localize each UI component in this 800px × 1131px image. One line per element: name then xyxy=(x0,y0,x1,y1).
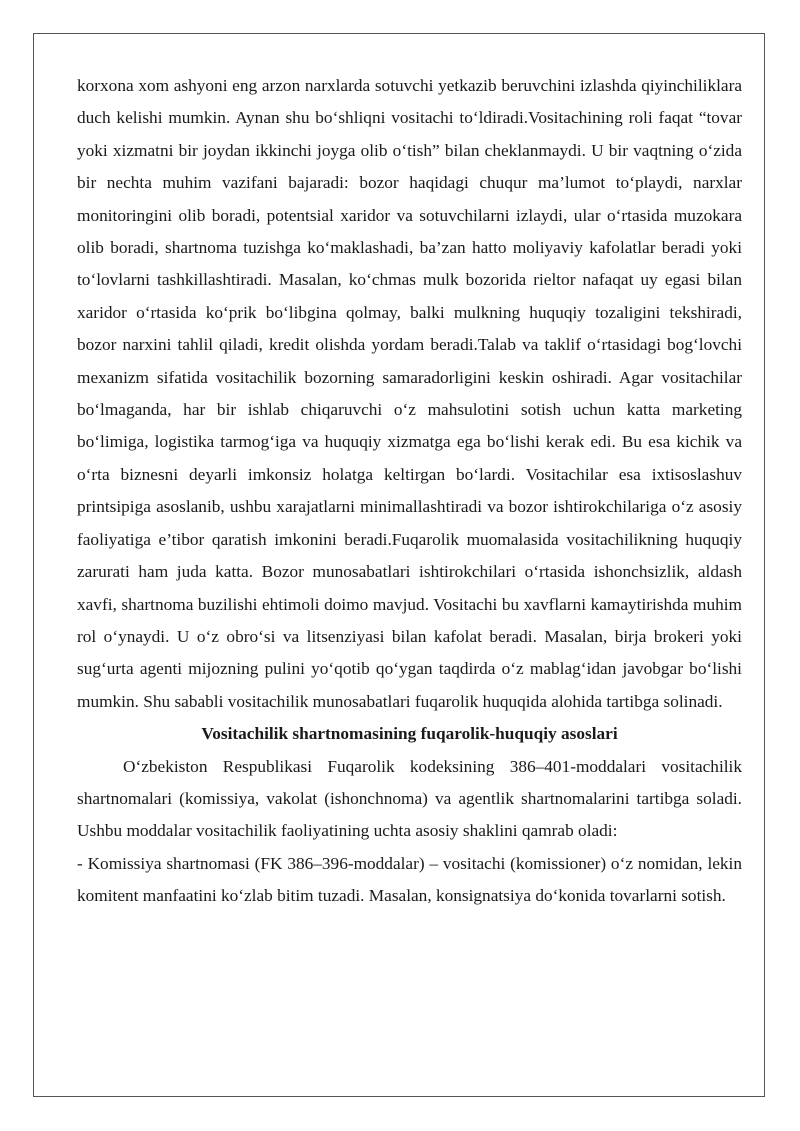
section-heading: Vositachilik shartnomasining fuqarolik-huquqiy asoslari xyxy=(201,724,618,744)
body-paragraph: O‘zbekiston Respublikasi Fuqarolik kodeksining 386–401-moddalari vositachilik shartnomalari (komissiya, vakolat (ishonchnoma) va agentlik shartnomalarini tartibga soladi. Ushbu moddalar vositachilik faoliyatining uchta asosiy shaklini qamrab oladi: xyxy=(77,756,742,841)
list-item-paragraph: - Komissiya shartnomasi (FK 386–396-moddalar) – vositachi (komissioner) o‘z nomidan, lekin komitent manfaatini ko‘zlab bitim tuzadi. Masalan, konsignatsiya do‘konida tovarlarni sotish. xyxy=(77,853,742,906)
body-paragraph: korxona xom ashyoni eng arzon narxlarda sotuvchi yetkazib beruvchini izlashda qiyinchiliklara duch kelishi mumkin. Aynan shu bo‘shliqni vositachi to‘ldiradi.Vositachining roli faqat “tovar yoki xizmatni bir joydan ikkinchi joyga olib o‘tish” bilan cheklanmaydi. U bir vaqtning o‘zida bir nechta muhim vazifani bajaradi: bozor haqidagi chuqur ma’lumot to‘playdi, narxlar monitoringini olib boradi, potentsial xaridor va sotuvchilarni izlaydi, ular o‘rtasida muzokara olib boradi, shartnoma tuzishga ko‘maklashadi, ba’zan hatto moliyaviy kafolatlar beradi yoki to‘lovlarni tashkillashtiradi. Masalan, ko‘chmas mulk bozorida rieltor nafaqat uy egasi bilan xaridor o‘rtasida ko‘prik bo‘libgina qolmay, balki mulkning huquqiy tozaligini tekshiradi, bozor narxini tahlil qiladi, kredit olishda yordam beradi.Talab va taklif o‘rtasidagi bog‘lovchi mexanizm sifatida vositachilik bozorning samaradorligini keskin oshiradi. Agar vositachilar bo‘lmaganda, har bir ishlab chiqaruvchi o‘z mahsulotini sotish uchun katta marketing bo‘limiga, logistika tarmog‘iga va huquqiy xizmatga ega bo‘lishi kerak edi. Bu esa kichik va o‘rta biznesni deyarli imkonsiz holatga keltirgan bo‘lardi. Vositachilar esa ixtisoslashuv printsipiga asoslanib, ushbu xarajatlarni minimallashtiradi va bozor ishtirokchilariga o‘z asosiy faoliyatiga e’tibor qaratish imkonini beradi.Fuqarolik muomalasida vositachilikning huquqiy zarurati ham juda katta. Bozor munosabatlari ishtirokchilari o‘rtasida ishonchsizlik, aldash xavfi, shartnoma buzilishi ehtimoli doimo mavjud. Vositachi bu xavflarni kamaytirishda muhim rol o‘ynaydi. U o‘z obro‘si va litsenziyasi bilan kafolat beradi. Masalan, birja brokeri yoki sug‘urta agenti mijozning pulini yo‘qotib qo‘ygan taqdirda o‘z mablag‘idan javobgar bo‘lishi mumkin. Shu sababli vositachilik munosabatlari fuqarolik huquqida alohida tartibga solinadi. xyxy=(77,76,742,711)
document-body xyxy=(77,70,742,913)
